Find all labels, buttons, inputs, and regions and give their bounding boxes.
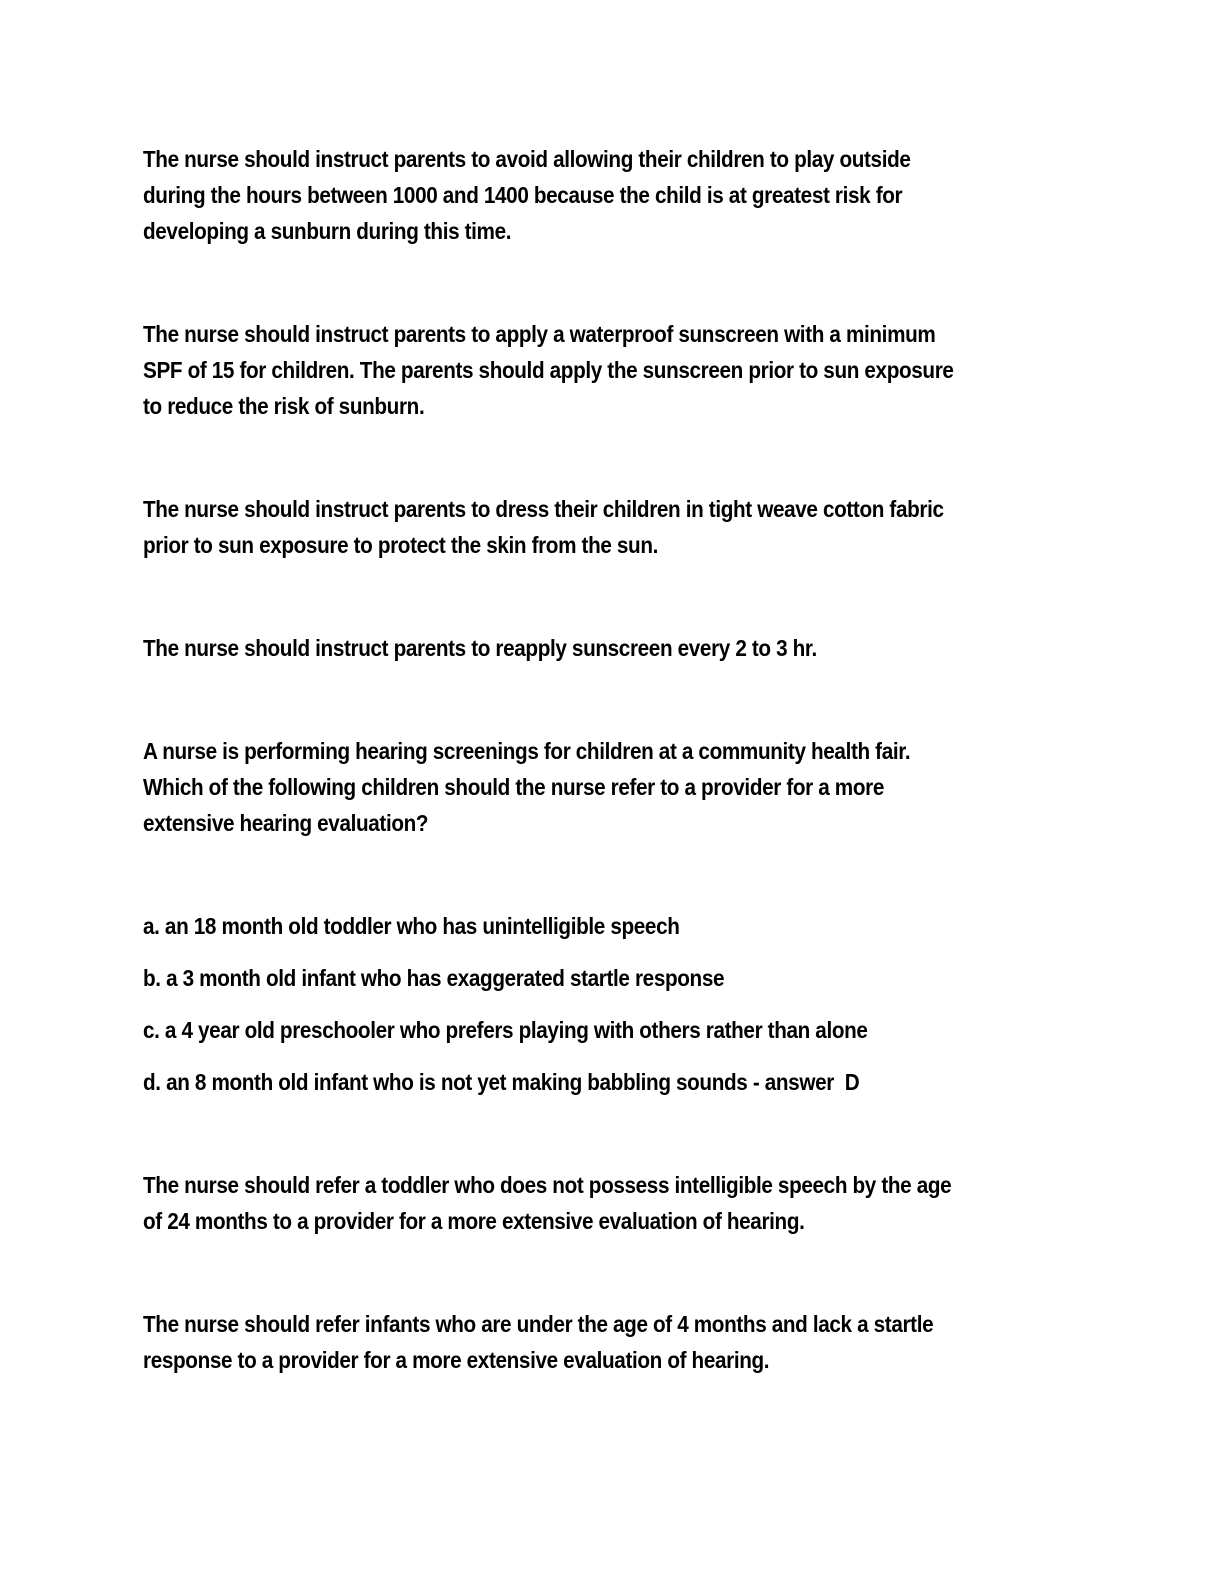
answer-option-c: c. a 4 year old preschooler who prefers playing with others rather than alone bbox=[143, 1017, 868, 1043]
rationale-paragraph-fabric bbox=[143, 491, 989, 563]
rationale-paragraph-hours bbox=[143, 141, 989, 249]
text-line: The nurse should instruct parents to reapply sunscreen every 2 to 3 hr. bbox=[143, 635, 817, 661]
rationale-paragraph-toddler bbox=[143, 1167, 989, 1239]
rationale-paragraph-sunscreen bbox=[143, 316, 989, 424]
answer-option-a: a. an 18 month old toddler who has unintelligible speech bbox=[143, 913, 680, 939]
question-stem bbox=[143, 733, 989, 841]
text-line: The nurse should instruct parents to apply a waterproof sunscreen with a minimum bbox=[143, 321, 936, 347]
text-line: A nurse is performing hearing screenings for children at a community health fair. bbox=[143, 738, 911, 764]
rationale-paragraph-infant bbox=[143, 1306, 989, 1378]
text-line: response to a provider for a more extensive evaluation of hearing. bbox=[143, 1347, 770, 1373]
answer-option-b: b. a 3 month old infant who has exaggerated startle response bbox=[143, 965, 725, 991]
text-line: to reduce the risk of sunburn. bbox=[143, 393, 425, 419]
text-line: SPF of 15 for children. The parents should apply the sunscreen prior to sun exposure bbox=[143, 357, 954, 383]
text-line: of 24 months to a provider for a more extensive evaluation of hearing. bbox=[143, 1208, 805, 1234]
text-line: prior to sun exposure to protect the skin from the sun. bbox=[143, 532, 659, 558]
text-line: extensive hearing evaluation? bbox=[143, 810, 429, 836]
text-line: during the hours between 1000 and 1400 because the child is at greatest risk for bbox=[143, 182, 903, 208]
answer-option-d: d. an 8 month old infant who is not yet making babbling sounds - answer D bbox=[143, 1069, 860, 1095]
text-line: The nurse should refer infants who are under the age of 4 months and lack a startle bbox=[143, 1311, 934, 1337]
text-line: The nurse should instruct parents to dress their children in tight weave cotton fabric bbox=[143, 496, 944, 522]
text-line: The nurse should refer a toddler who does not possess intelligible speech by the age bbox=[143, 1172, 952, 1198]
rationale-paragraph-reapply bbox=[143, 630, 989, 666]
text-line: developing a sunburn during this time. bbox=[143, 218, 512, 244]
text-line: The nurse should instruct parents to avoid allowing their children to play outside bbox=[143, 146, 911, 172]
text-line: Which of the following children should the nurse refer to a provider for a more bbox=[143, 774, 884, 800]
